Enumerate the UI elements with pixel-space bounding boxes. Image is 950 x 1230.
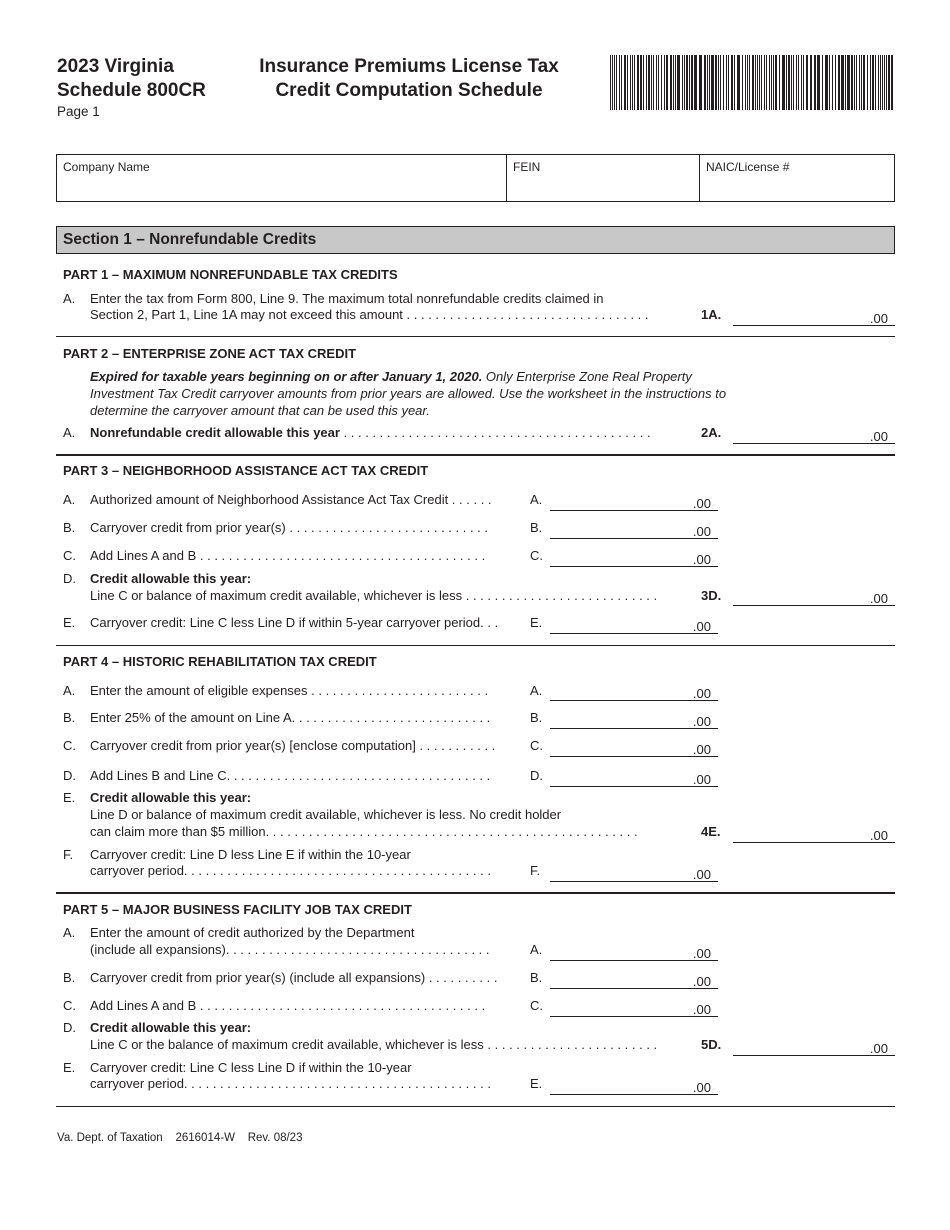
line-4d-ref: D. [530,768,543,783]
barcode-bar [764,55,765,110]
barcode-bar [786,55,787,110]
barcode-bar [771,55,772,110]
barcode-bar [686,55,688,110]
line-4c-text: Carryover credit from prior year(s) [enclose computation] . . . . . . . . . . . [90,738,496,753]
barcode-bar [616,55,617,110]
barcode-bar [677,55,680,110]
barcode-image [609,55,894,110]
line-letter: D. [63,768,76,783]
line-4c-amount[interactable]: .00 [550,739,718,757]
barcode-bar [791,55,792,110]
line-3e-amount[interactable]: .00 [550,616,718,634]
barcode-bar [775,55,777,110]
line-3d-text: Line C or balance of maximum credit available, whichever is less . . . . . . . . . . . . . . . . . . . . . . . . . . . [90,588,658,603]
barcode-bar [875,55,876,110]
line-4b-text: Enter 25% of the amount on Line A. . . . . . . . . . . . . . . . . . . . . . . . . . . . [90,710,491,725]
line-letter: D. [63,571,76,586]
line-5c-ref: C. [530,998,543,1013]
barcode-bar [861,55,862,110]
barcode-bar [711,55,714,110]
barcode-bar [614,55,615,110]
line-5d-ref: 5D. [701,1037,722,1052]
line-5c-amount[interactable]: .00 [550,999,718,1017]
barcode-bar [682,55,683,110]
line-3b-text: Carryover credit from prior year(s) . . . . . . . . . . . . . . . . . . . . . . . . . . . . [90,520,489,535]
barcode-bar [640,55,642,110]
line-4a-ref: A. [530,683,543,698]
line-5b-text: Carryover credit from prior year(s) (include all expansions) . . . . . . . . . . [90,970,498,985]
barcode-bar [749,55,750,110]
line-5d-text: Line C or the balance of maximum credit available, whichever is less . . . . . . . . . . . . . . . . . . . . . . . . [90,1037,658,1052]
barcode-bar [624,55,626,110]
barcode-bar [699,55,702,110]
divider [56,892,895,894]
line-3e-text: Carryover credit: Line C less Line D if within 5-year carryover period. . . [90,615,499,630]
form-title-line2: Credit Computation Schedule [275,80,543,101]
line-4b-ref: B. [530,710,543,725]
part-1-heading: PART 1 – MAXIMUM NONREFUNDABLE TAX CREDITS [63,267,398,282]
barcode-bar [782,55,785,110]
line-4f-text-1: Carryover credit: Line D less Line E if within the 10-year [90,847,411,862]
line-3a-ref: A. [530,492,543,507]
barcode-bar [847,55,850,110]
barcode-bar [610,55,611,110]
fein-label: FEIN [513,160,541,174]
barcode-bar [670,55,672,110]
barcode-bar [880,55,881,110]
barcode-bar [838,55,840,110]
line-2a-bold: Nonrefundable credit allowable this year [90,425,340,440]
line-letter: A. [63,925,76,940]
barcode-bar [752,55,754,110]
line-5a-text-2: (include all expansions). . . . . . . . . . . . . . . . . . . . . . . . . . . . . . . . . . . . . [90,942,490,957]
barcode-bar [634,55,635,110]
barcode-bar [745,55,746,110]
barcode-bar [718,55,719,110]
naic-license-field[interactable] [700,155,894,201]
line-5e-text-2: carryover period. . . . . . . . . . . . . . . . . . . . . . . . . . . . . . . . . . . . . . . . . . . [90,1076,491,1091]
barcode-bar [658,55,659,110]
form-title [228,55,590,103]
barcode-bar [709,55,710,110]
barcode-bar [720,55,721,110]
barcode-bar [832,55,833,110]
barcode-bar [651,55,652,110]
part-3-heading: PART 3 – NEIGHBORHOOD ASSISTANCE ACT TAX CREDIT [63,463,429,478]
line-4e-heading [90,789,251,806]
line-2a-ref: 2A. [701,425,722,440]
barcode-bar [867,55,868,110]
barcode-bar [851,55,853,110]
line-letter: A. [63,425,76,440]
barcode-bar [854,55,855,110]
barcode-bar [761,55,762,110]
barcode-bar [863,55,865,110]
section-1-header: Section 1 – Nonrefundable Credits [56,226,895,254]
line-1a-text-1: Enter the tax from Form 800, Line 9. The maximum total nonrefundable credits claimed in [90,291,604,306]
part-2-note-text: Only Enterprise Zone Real Property Investment Tax Credit carryover amounts from prior years are allowed. Use the worksheet in the instructions to determine the carryover amount that can be used this year. [90,369,727,418]
line-letter: C. [63,738,76,753]
barcode-bar [646,55,647,110]
line-5b-ref: B. [530,970,543,985]
barcode-bar [707,55,708,110]
barcode-bar [803,55,804,110]
divider [56,645,895,646]
part-5-heading: PART 5 – MAJOR BUSINESS FACILITY JOB TAX CREDIT [63,902,412,917]
barcode-bar [675,55,676,110]
part-2-note-bold: Expired for taxable years beginning on or after January 1, 2020. [90,369,483,384]
barcode-bar [715,55,717,110]
line-3c-amount[interactable]: .00 [550,549,718,567]
line-letter: B. [63,710,76,725]
schedule-number: Schedule 800CR [57,80,206,101]
line-3b-amount[interactable]: .00 [550,521,718,539]
barcode-bar [882,55,883,110]
form-identifier [57,55,206,121]
barcode-bar [627,55,628,110]
barcode-bar [888,55,890,110]
line-3a-text: Authorized amount of Neighborhood Assistance Act Tax Credit . . . . . . [90,492,492,507]
barcode-bar [691,55,693,110]
part-4-heading: PART 4 – HISTORIC REHABILITATION TAX CREDIT [63,654,377,669]
barcode-bar [637,55,639,110]
line-5b-amount[interactable]: .00 [550,971,718,989]
line-3d-heading [90,570,251,587]
barcode-bar [755,55,756,110]
line-1a-text-2: Section 2, Part 1, Line 1A may not exceed this amount . . . . . . . . . . . . . . . . . . . . . . . . . . . . . . . . . . [90,307,649,322]
barcode-bar [704,55,706,110]
line-letter: D. [63,1020,76,1035]
year-state: 2023 Virginia [57,56,174,77]
footer-text: Va. Dept. of Taxation 2616014-W Rev. 08/23 [57,1132,303,1144]
barcode-bar [726,55,727,110]
line-3c-text: Add Lines A and B . . . . . . . . . . . . . . . . . . . . . . . . . . . . . . . . . . . . . . . . [90,548,486,563]
barcode-bar [666,55,668,110]
line-2a-amount[interactable]: .00 [733,426,895,444]
line-letter: A. [63,492,76,507]
line-5e-amount[interactable]: .00 [550,1077,718,1095]
barcode-bar [694,55,697,110]
barcode-bar [788,55,790,110]
line-4f-ref: F. [530,863,541,878]
barcode-bar [619,55,620,110]
line-letter: A. [63,291,76,306]
barcode-bar [612,55,613,110]
barcode-bar [825,55,828,110]
barcode-bar [793,55,794,110]
line-4f-amount[interactable]: .00 [550,864,718,882]
line-2a-dots: . . . . . . . . . . . . . . . . . . . . . . . . . . . . . . . . . . . . . . . . . . . [339,425,651,440]
barcode-bar [769,55,770,110]
barcode-bar [814,55,816,110]
divider [56,1106,895,1107]
line-1a-ref: 1A. [701,307,722,322]
barcode-bar [621,55,622,110]
line-4e-amount[interactable]: .00 [733,825,895,843]
line-letter: E. [63,790,76,805]
line-letter: A. [63,683,76,698]
barcode-bar [664,55,665,110]
barcode-bar [886,55,887,110]
barcode-bar [798,55,799,110]
barcode-bar [829,55,830,110]
barcode-bar [661,55,662,110]
line-3e-ref: E. [530,615,543,630]
line-4c-ref: C. [530,738,543,753]
line-3d-ref: 3D. [701,588,722,603]
barcode-bar [643,55,644,110]
company-name-field[interactable] [57,155,507,201]
barcode-bar [810,55,812,110]
barcode-bar [653,55,654,110]
line-5c-text: Add Lines A and B . . . . . . . . . . . . . . . . . . . . . . . . . . . . . . . . . . . . . . . . [90,998,486,1013]
barcode-bar [773,55,774,110]
barcode-bar [630,55,631,110]
line-5e-text-1: Carryover credit: Line C less Line D if within the 10-year [90,1060,412,1075]
barcode-bar [766,55,767,110]
barcode-bar [757,55,758,110]
page-number: Page 1 [57,104,100,119]
line-4e-ref: 4E. [701,824,721,839]
line-letter: F. [63,847,74,862]
barcode-bar [737,55,740,110]
line-5d-amount[interactable]: .00 [733,1038,895,1056]
barcode-bar [728,55,729,110]
barcode-bar [872,55,874,110]
barcode-bar [684,55,685,110]
barcode-bar [841,55,844,110]
line-3a-amount[interactable]: .00 [550,493,718,511]
line-2a-text [90,424,651,441]
form-title-line1: Insurance Premiums License Tax [259,56,559,77]
divider [56,454,895,456]
line-3d-bold: Credit allowable this year: [90,571,252,586]
divider [56,336,895,337]
barcode-bar [878,55,879,110]
part-2-heading: PART 2 – ENTERPRISE ZONE ACT TAX CREDIT [63,346,357,361]
line-4e-text-1: Line D or balance of maximum credit available, whichever is less. No credit holder [90,807,562,822]
line-letter: C. [63,548,76,563]
line-4d-text: Add Lines B and Line C. . . . . . . . . . . . . . . . . . . . . . . . . . . . . . . . . . . . . [90,768,491,783]
barcode-bar [859,55,860,110]
line-5a-amount[interactable]: .00 [550,943,718,961]
barcode-bar [742,55,743,110]
barcode-bar [734,55,735,110]
naic-label: NAIC/License # [706,160,790,174]
line-3d-amount[interactable]: .00 [733,588,895,606]
line-letter: C. [63,998,76,1013]
line-5e-ref: E. [530,1076,543,1091]
line-3c-ref: C. [530,548,543,563]
barcode-bar [845,55,846,110]
line-5a-text-1: Enter the amount of credit authorized by the Department [90,925,415,940]
line-4e-bold: Credit allowable this year: [90,790,252,805]
taxpayer-info-box [56,154,895,202]
barcode-bar [632,55,633,110]
barcode-bar [801,55,802,110]
barcode-bar [806,55,808,110]
line-5a-ref: A. [530,942,543,957]
line-letter: E. [63,1060,76,1075]
barcode-bar [759,55,760,110]
line-4f-text-2: carryover period. . . . . . . . . . . . . . . . . . . . . . . . . . . . . . . . . . . . . . . . . . . [90,863,491,878]
line-letter: B. [63,520,76,535]
barcode-bar [689,55,690,110]
barcode-bar [817,55,820,110]
fein-field[interactable] [507,155,700,201]
line-5d-heading [90,1019,251,1036]
barcode-bar [723,55,724,110]
line-letter: E. [63,615,76,630]
barcode-bar [731,55,733,110]
line-4a-text: Enter the amount of eligible expenses . . . . . . . . . . . . . . . . . . . . . . . . . [90,683,489,698]
line-4d-amount[interactable]: .00 [550,769,718,787]
barcode-bar [870,55,871,110]
barcode-bar [822,55,823,110]
barcode-bar [656,55,657,110]
part-2-note [90,368,740,419]
barcode-bar [779,55,780,110]
barcode-bar [673,55,674,110]
barcode-bar [884,55,885,110]
barcode-bar [891,55,893,110]
barcode-bar [856,55,857,110]
company-name-label: Company Name [63,160,150,174]
barcode-bar [747,55,748,110]
line-4e-text-2: can claim more than $5 million. . . . . . . . . . . . . . . . . . . . . . . . . . . . . . . . . . . . . . . . . . . . . . . . . . . . [90,824,638,839]
barcode-bar [835,55,836,110]
line-1a-amount[interactable]: .00 [733,308,895,326]
line-5d-bold: Credit allowable this year: [90,1020,252,1035]
barcode-bar [648,55,650,110]
line-4b-amount[interactable]: .00 [550,711,718,729]
line-4a-amount[interactable]: .00 [550,683,718,701]
barcode-bar [796,55,797,110]
line-3b-ref: B. [530,520,543,535]
line-letter: B. [63,970,76,985]
